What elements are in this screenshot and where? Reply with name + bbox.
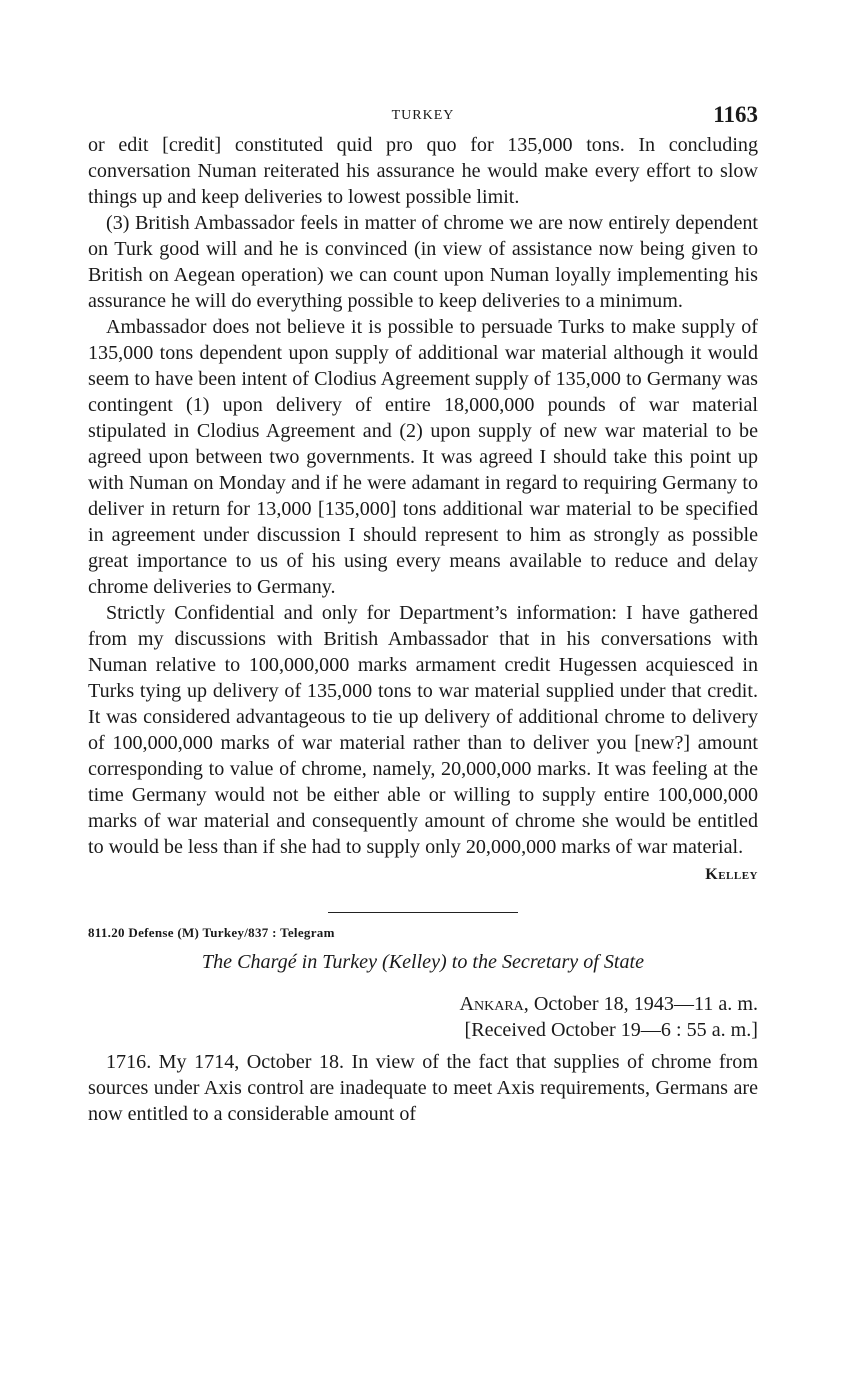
section-divider: [328, 912, 518, 913]
signature: Kelley: [705, 866, 758, 883]
document-page: [88, 98, 758, 1127]
running-head: [88, 98, 758, 132]
file-reference: 811.20 Defense (M) Turkey/837 : Telegram: [88, 925, 335, 940]
paragraph: Strictly Confidential and only for Department’s information: I have gathered from my discussions with British Ambassador that in his conversations with Numan relative to 100,000,000 marks armament credit Hugessen acquiesced in Turks tying up delivery of 135,000 tons to war material supplied under that credit. It was considered advantageous to tie up delivery of additional chrome to delivery of 100,000,000 marks of war material rather than to deliver you [new?] amount corresponding to value of chrome, namely, 20,000,000 marks. It was feeling at the time Germany would not be either able or willing to supply entire 100,000,000 marks of war material and consequently amount of chrome she would be entitled to would be less than if she had to supply only 20,000,000 marks of war material.: [88, 602, 758, 858]
paragraph: Ambassador does not believe it is possible to persuade Turks to make supply of 135,000 tons dependent upon supply of additional war material although it would seem to have been intent of Clodius Agreement supply of 135,000 to Germany was contingent (1) upon delivery of entire 18,000,000 pounds of war material stipulated in Clodius Agreement and (2) upon supply of new war material to be agreed upon between two governments. It was agreed I should take this point up with Numan on Monday and if he were adamant in regard to requiring Germany to deliver in return for 13,000 [135,000] tons additional war material to be specified in agreement under discussion I should represent to him as strongly as possible great importance to us of his using every means available to reduce and delay chrome deliveries to Germany.: [88, 316, 758, 598]
page-number: 1163: [713, 102, 758, 127]
paragraph: 1716. My 1714, October 18. In view of the fact that supplies of chrome from sources under Axis control are inadequate to meet Axis requirements, Germans are now entitled to a considerable amount of: [88, 1051, 758, 1125]
paragraph: (3) British Ambassador feels in matter of chrome we are now entirely dependent on Turk good will and he is convinced (in view of assistance now being given to British on Aegean operation) we can count upon Numan loyally implementing his assurance he will do everything possible to keep deliveries to a minimum.: [88, 212, 758, 312]
message-body: [88, 1049, 758, 1127]
dateline-place: Ankara,: [459, 993, 529, 1015]
dateline: [88, 991, 758, 1043]
document-title: The Chargé in Turkey (Kelley) to the Secretary of State: [201, 951, 645, 973]
received-line: [Received October 19—6 : 55 a. m.]: [464, 1019, 758, 1041]
dateline-line: [88, 991, 758, 1017]
body-text: [88, 132, 758, 860]
dateline-date: October 18, 1943—11 a. m.: [533, 993, 758, 1015]
paragraph: or edit [credit] constituted quid pro quo for 135,000 tons. In concluding conversation Numan reiterated his assurance he would make every effort to slow things up and keep deliveries to lowest possible limit.: [88, 134, 758, 208]
running-title: TURKEY: [391, 108, 455, 123]
